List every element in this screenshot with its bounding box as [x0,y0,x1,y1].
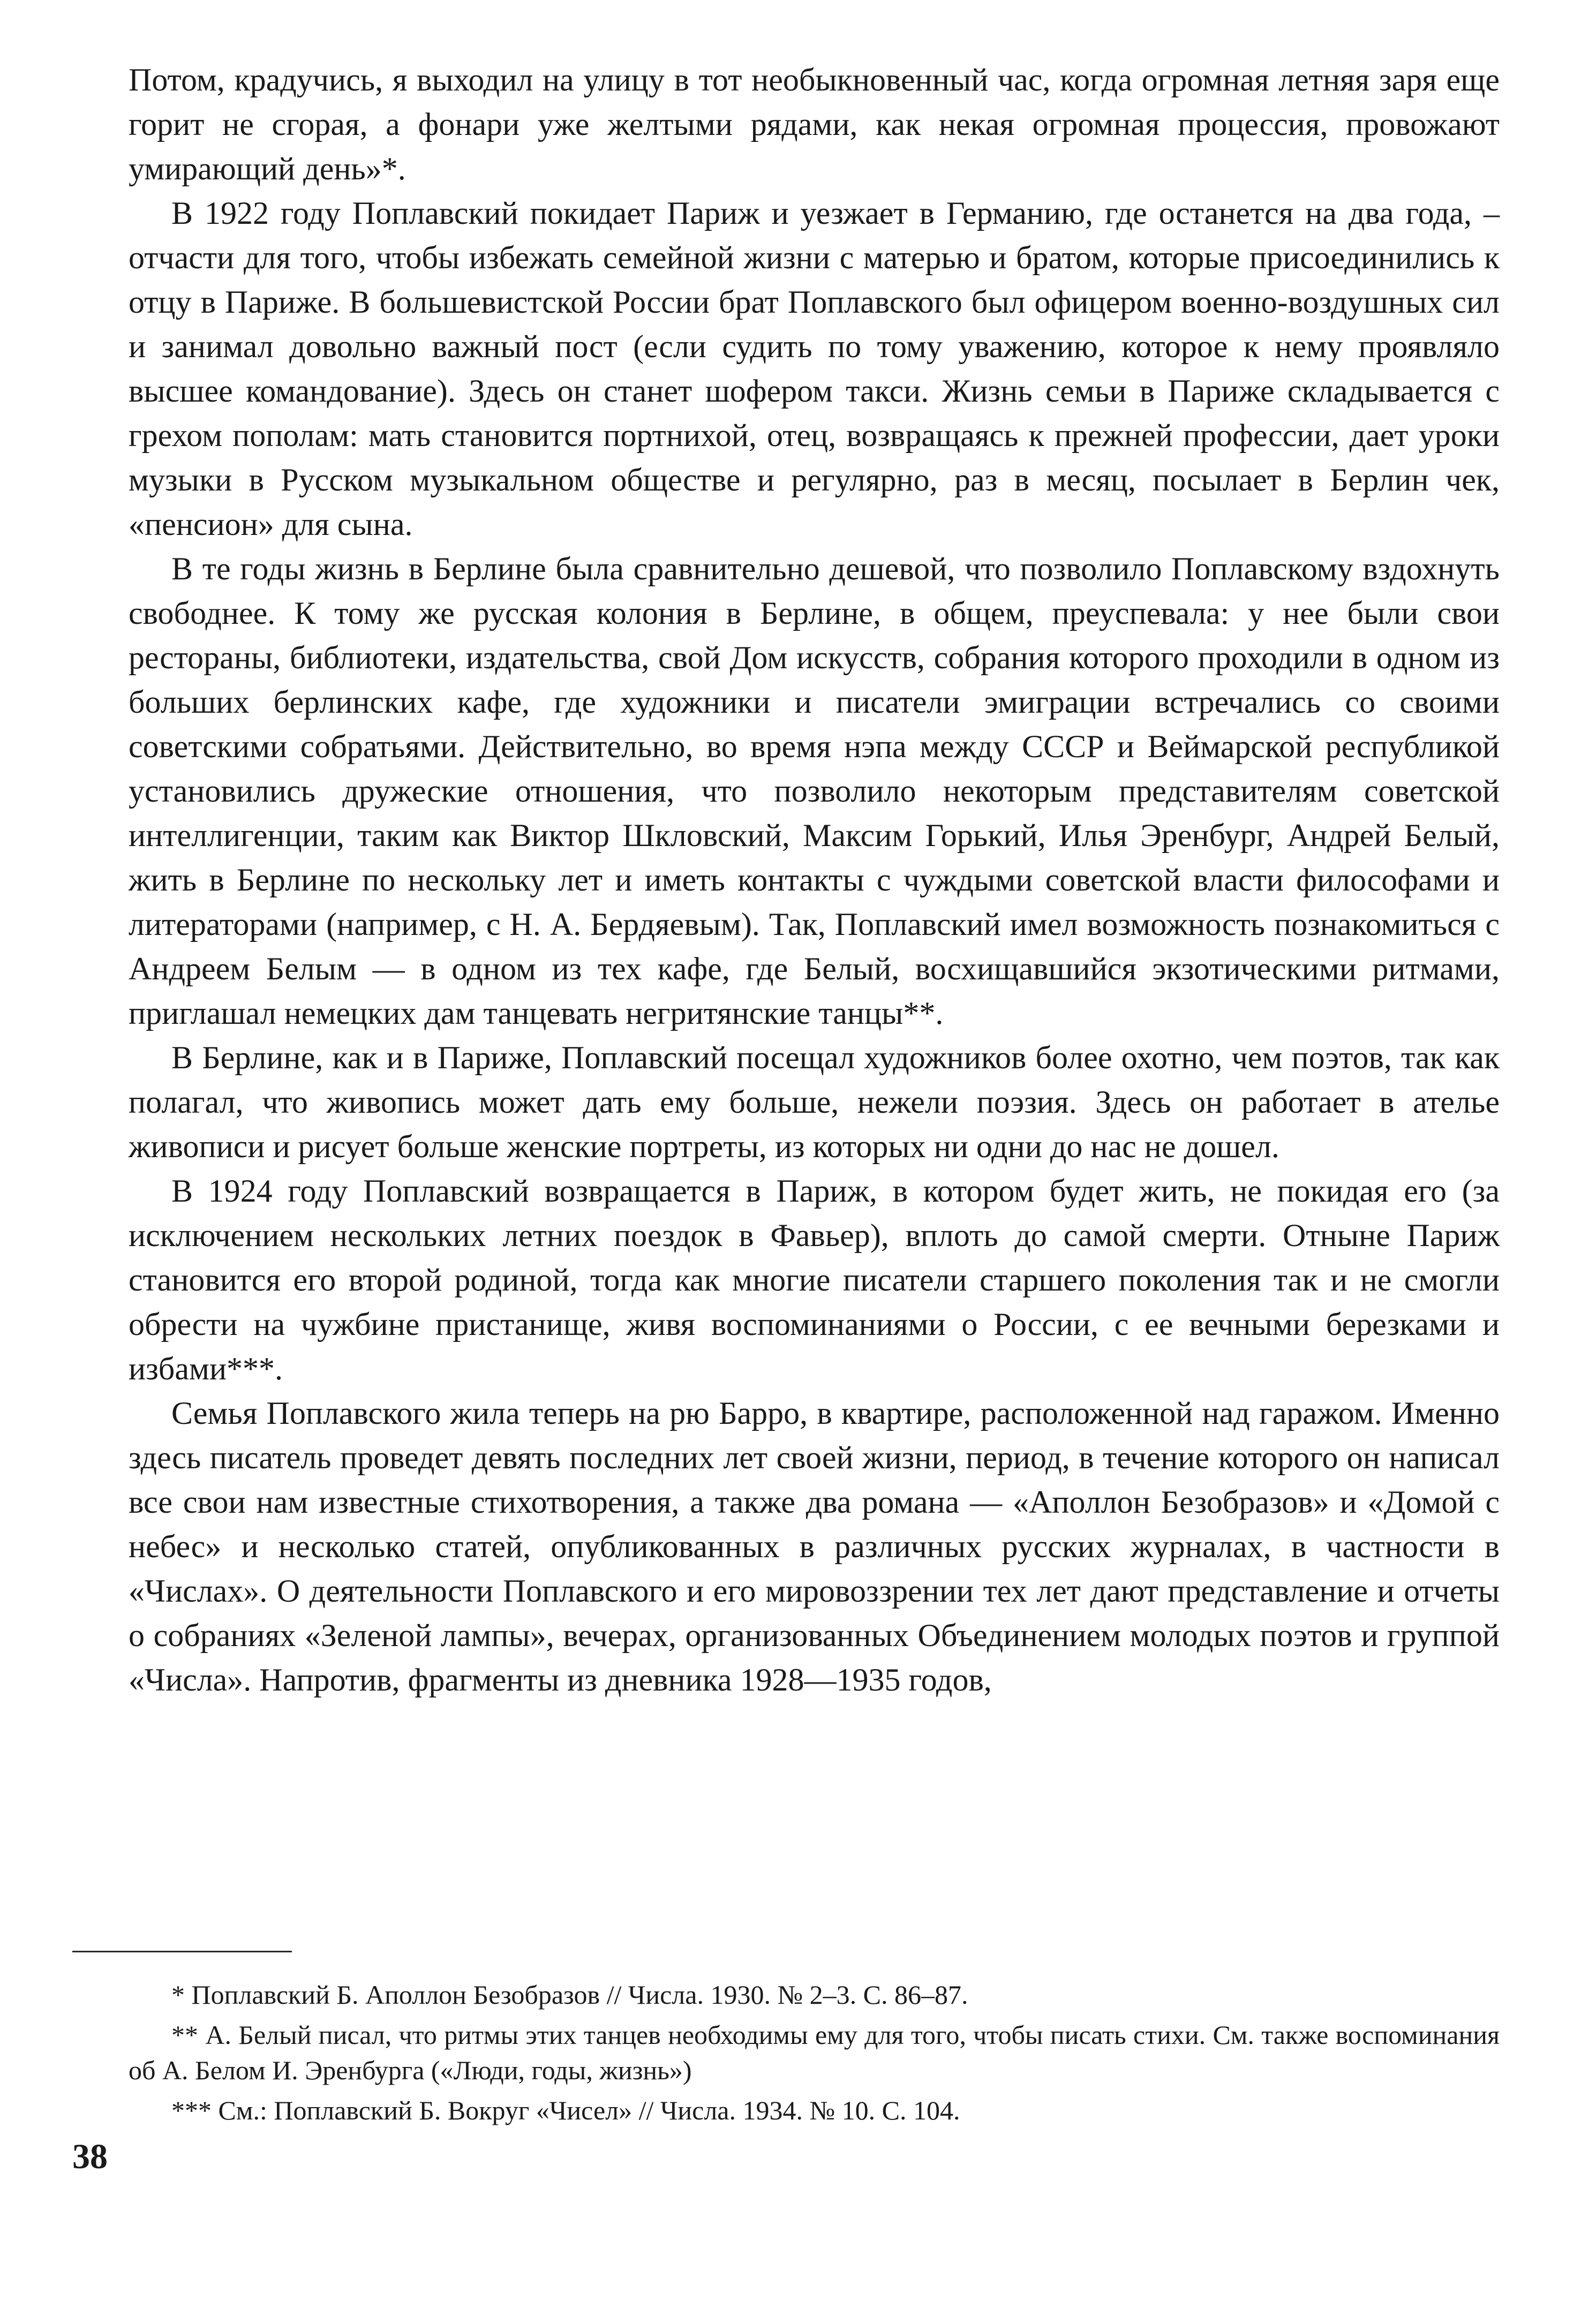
footnote-3: *** См.: Поплавский Б. Вокруг «Чисел» // Числа. 1934. № 10. С. 104. [171,2095,960,2125]
main-text-block [129,58,1500,1702]
footnotes-block [129,1977,1500,2133]
footnote-2: ** А. Белый писал, что ритмы этих танцев необходимы ему для того, чтобы писать стихи. См. также воспоминания об А. Белом И. Эренбурга («Люди, годы, жизнь») [129,2020,1500,2085]
paragraph-5: В 1924 году Поплавский возвращается в Париж, в котором будет жить, не покидая его (за исключением нескольких летних поездок в Фавьер), вплоть до самой смерти. Отныне Париж становится его второй родиной, тогда как многие писатели старшего поколения так и не смогли обрести на чужбине пристанище, живя воспоминаниями о России, с ее вечными березками и избами***. [129,1173,1500,1386]
paragraph-3: В те годы жизнь в Берлине была сравнительно дешевой, что позволило Поплавскому вздохнуть свободнее. К тому же русская колония в Берлине, в общем, преуспевала: у нее были свои рестораны, библиотеки, издательства, свой Дом искусств, собрания которого проходили в одном из больших берлинских кафе, где художники и писатели эмиграции встречались со своими советскими собратьями. Действительно, во время нэпа между СССР и Веймарской республикой установились дружеские отношения, что позволило некоторым представителям советской интеллигенции, таким как Виктор Шкловский, Максим Горький, Илья Эренбург, Андрей Белый, жить в Берлине по нескольку лет и иметь контакты с чуждыми советской власти философами и литераторами (например, с Н. А. Бердяевым). Так, Поплавский имел возможность познакомиться с Андреем Белым — в одном из тех кафе, где Белый, восхищавшийся экзотическими ритмами, приглашал немецких дам танцевать негритянские танцы**. [129,551,1500,1031]
paragraph-6: Семья Поплавского жила теперь на рю Барро, в квартире, расположенной над гаражом. Именно здесь писатель проведет девять последних лет своей жизни, период, в течение которого он написал все свои нам известные стихотворения, а также два романа — «Аполлон Безобразов» и «Домой с небес» и несколько статей, опубликованных в различных русских журналах, в частности в «Числах». О деятельности Поплавского и его мировоззрении тех лет дают представление и отчеты о собраниях «Зеленой лампы», вечерах, организованных Объединением молодых поэтов и группой «Числа». Напротив, фрагменты из дневника 1928—1935 годов, [129,1395,1500,1697]
paragraph-4: В Берлине, как и в Париже, Поплавский посещал художников более охотно, чем поэтов, так как полагал, что живопись может дать ему больше, нежели поэзия. Здесь он работает в ателье живописи и рисует больше женские портреты, из которых ни одни до нас не дошел. [129,1040,1500,1164]
footnote-1: * Поплавский Б. Аполлон Безобразов // Числа. 1930. № 2–3. С. 86–87. [171,1980,968,2010]
page-number: 38 [72,2137,108,2176]
paragraph-2: В 1922 году Поплавский покидает Париж и уезжает в Германию, где останется на два года, – отчасти для того, чтобы избежать семейной жизни с матерью и братом, которые присоединились к отцу в Париже. В большевистской России брат Поплавского был офицером военно-воздушных сил и занимал довольно важный пост (если судить по тому уважению, которое к нему проявляло высшее командование). Здесь он станет шофером такси. Жизнь семьи в Париже складывается с грехом пополам: мать становится портнихой, отец, возвращаясь к прежней профессии, дает уроки музыки в Русском музыкальном обществе и регулярно, раз в месяц, посылает в Берлин чек, «пенсион» для сына. [129,195,1500,542]
footnote-separator [72,1951,292,1952]
paragraph-1: Потом, крадучись, я выходил на улицу в тот необыкновенный час, когда огромная летняя заря еще горит не сгорая, а фонари уже желтыми рядами, как некая огромная процессия, провожают умирающий день»*. [129,62,1500,186]
